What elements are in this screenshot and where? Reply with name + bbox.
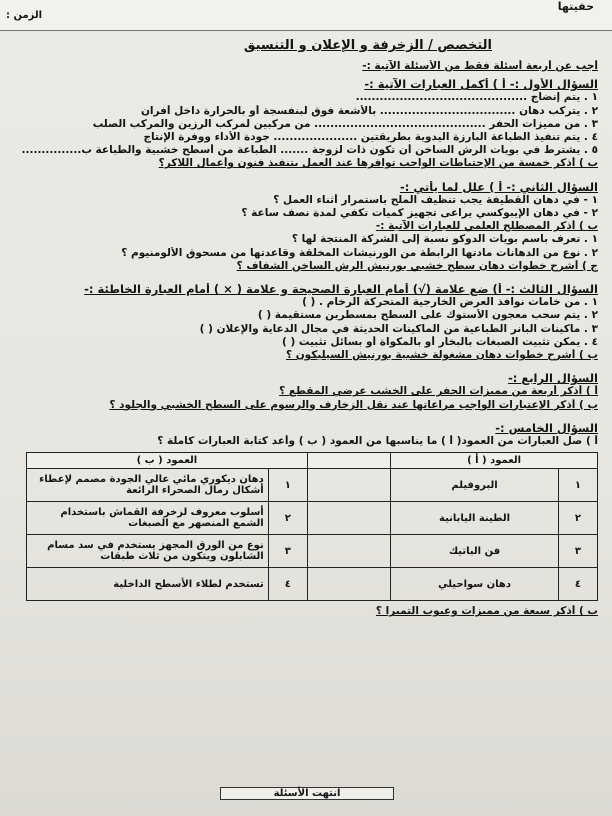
q4-b: ب ) أذكر الإعتبارات الواجب مراعاتها عند نقل الزخارف والرسوم على السطح الخشبي والجلود ؟ bbox=[109, 398, 598, 411]
q1-item: ٢ . يتركب دهان .................................. بالأشعة فوق لبنفسجة أو بالحرارة داخل أفران bbox=[140, 104, 598, 117]
q4-title: السؤال الرابع :- bbox=[507, 372, 598, 386]
q5-a: أ ) صل العبارات من العمود( أ ) ما يناسبها من العمود ( ب ) وأعد كتابة العبارات كاملة ؟ bbox=[157, 435, 598, 448]
q5-b: ب ) أذكر سبعة من مميزات وعيوب التمبرا ؟ bbox=[375, 605, 598, 618]
q2-title: السؤال الثاني :- أ ) علل لما يأتي :- bbox=[399, 180, 598, 194]
row-number-b: ١ bbox=[268, 469, 307, 502]
q3-item: ١ . من خامات نوافذ العرض الخارجية المتحركة الرخام . bbox=[319, 296, 598, 309]
row-number-a: ٤ bbox=[558, 568, 597, 601]
matching-table bbox=[26, 452, 598, 601]
col-b-cell: أسلوب معروف لزخرفة القماش باستخدام الشمع المنصهر مع الصبغات bbox=[27, 502, 269, 535]
row-number-a: ٢ bbox=[558, 502, 597, 535]
end-of-questions-box: انتهت الأسئلة bbox=[220, 787, 394, 800]
row-number-a: ٣ bbox=[558, 535, 597, 568]
answer-paren: ( ) bbox=[199, 322, 213, 335]
q2-b: ب ) أذكر المصطلح العلمي للعبارات الآتية :- bbox=[375, 220, 598, 233]
row-number-b: ٣ bbox=[268, 535, 307, 568]
answer-paren: ( ) bbox=[281, 335, 296, 348]
col-b-header: العمود ( ب ) bbox=[27, 453, 308, 469]
q3-b: ب ) أشرح خطوات دهان مشغولة خشبية بورنيش السيليكون ؟ bbox=[285, 349, 598, 362]
q1-item: ٣ . من مميزات الحفر ........................................... من مركبين لمركب الرزين والمركب الصلب bbox=[92, 117, 598, 130]
q1-b: ب ) أذكر خمسة من الإحتياطات الواجب توافرها عند العمل بتنفيذ فنون وأعمال اللاكر؟ bbox=[158, 157, 598, 170]
q3-item-row bbox=[14, 323, 598, 336]
q2-b-item: ٢ . نوع من الدهانات مادتها الرابطة من الورنيشات المخلقة وقاعدتها من مسحوق الألومنيوم ؟ bbox=[121, 246, 598, 259]
q1-item: ٤ . يتم تنفيذ الطباعة البارزة اليدوية بطريقتين ..................... جودة الأداء ووفرة الإنتاج bbox=[143, 131, 598, 144]
table-row bbox=[27, 502, 598, 535]
table-row bbox=[27, 469, 598, 502]
row-number-b: ٢ bbox=[268, 502, 307, 535]
q3-item-row bbox=[14, 296, 598, 309]
header-band bbox=[0, 0, 612, 31]
specialty-title: التخصص / الزخرفة و الإعلان و التنسيق bbox=[243, 38, 492, 53]
exam-content bbox=[14, 60, 598, 619]
table-row bbox=[27, 535, 598, 568]
instruction: أجب عن أربعة أسئلة فقط من الأسئلة الآتية :- bbox=[362, 60, 598, 72]
col-a-cell: البروفيلم bbox=[391, 469, 559, 502]
q1-item: ١ . يتم إنضاج ........................................... bbox=[355, 91, 598, 104]
col-a-cell: دهان سواحيلي bbox=[391, 568, 559, 601]
q3-item: ٣ . ماكينات البانر الطباعية من الماكينات الحديثة في مجال الدعاية والإعلان bbox=[216, 322, 598, 335]
row-number-b: ٤ bbox=[268, 568, 307, 601]
col-b-cell: تستخدم لطلاء الأسطح الداخلية bbox=[27, 568, 269, 601]
col-a-header: العمود ( أ ) bbox=[391, 453, 598, 469]
table-row bbox=[27, 568, 598, 601]
q4-a: أ ) أذكر أربعة من مميزات الحفر على الخشب عرضي المقطع ؟ bbox=[279, 385, 598, 398]
col-b-cell: نوع من الورق المجهز يستخدم في سد مسام الشابلون ويتكون من ثلاث طبقات bbox=[27, 535, 269, 568]
q3-item: ٢ . يتم سحب معجون الأستوك على السطح بمسطرين مستقيمة bbox=[274, 309, 598, 322]
col-b-cell: دهان ديكوري مائي عالي الجودة مصمم لإعطاء أشكال رمال الصحراء الرائعة bbox=[27, 469, 269, 502]
col-a-cell: الطينة اليابانية bbox=[391, 502, 559, 535]
col-a-cell: فن الباتيك bbox=[391, 535, 559, 568]
q3-title: السؤال الثالث :- أ) ضع علامة (√) أمام العبارة الصحيحة و علامة ( × ) أمام العبارة الخاطئة :- bbox=[84, 283, 598, 297]
answer-paren: ( ) bbox=[302, 296, 316, 309]
q1-title: السؤال الأول :- أ ) أكمل العبارات الآتية :- bbox=[364, 78, 598, 92]
time-label: الزمن : bbox=[6, 10, 43, 21]
q3-item-row bbox=[14, 336, 598, 349]
row-number-a: ١ bbox=[558, 469, 597, 502]
q5-title: السؤال الخامس :- bbox=[495, 421, 598, 435]
answer-paren: ( ) bbox=[257, 309, 272, 322]
q2-b-item: ١ . تعرف باسم بويات الدوكو نسبة إلى الشركة المنتجة لها ؟ bbox=[291, 233, 598, 246]
q3-item: ٤ . يمكن تثبيت الصبغات بالبخار أو بالمكواة أو بسائل تثبيت bbox=[298, 335, 598, 348]
q2-item: ٢ - في دهان الإيبوكسي يراعى تجهيز كميات تكفي لمدة نصف ساعة ؟ bbox=[241, 207, 598, 220]
q2-item: ١ - في دهان القطيفة يجب تنظيف الملح باستمرار أثناء العمل ؟ bbox=[273, 193, 598, 206]
corner-label: حفيتها bbox=[557, 0, 594, 13]
q1-item: ٥ . يشترط في بويات الرش الساخن أن تكون ذات لزوجة ....... الطباعة من أسطح خشبية والطباعة ب............... bbox=[21, 144, 598, 157]
q3-item-row bbox=[14, 309, 598, 322]
q2-c: ج ) أشرح خطوات دهان سطح خشبي بورنيش الرش الساخن الشفاف ؟ bbox=[236, 259, 598, 272]
